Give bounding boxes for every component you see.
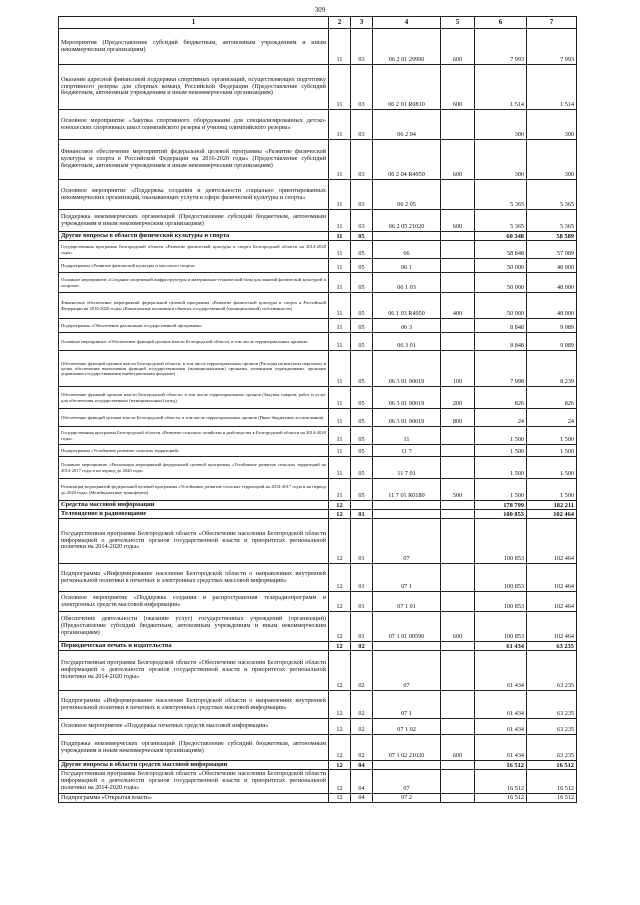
cell-v2: 63 235 bbox=[527, 691, 577, 719]
budget-table bbox=[58, 16, 577, 803]
cell-v2: 48 000 bbox=[527, 293, 577, 319]
cell-v1: 1 500 bbox=[475, 427, 527, 445]
cell-csr: 06 2 05 21020 bbox=[373, 210, 441, 232]
cell-name: Обеспечение функций органов власти Белгородской области, в том числе территориальных органов (Закупка товаров, работ и услуг для обеспечения государственных (муниципальных) нужд) bbox=[59, 387, 329, 409]
cell-v2: 9 089 bbox=[527, 319, 577, 333]
cell-vr bbox=[441, 651, 475, 691]
cell-name: Обеспечение функций органов власти Белгородской области, в том числе территориальных органов (Расходы на выплаты персоналу в целях обеспечения выполнения функций государственными (муниципальными) органами, казенными учреждениями, органами управления государственными внебюджетными фондами) bbox=[59, 351, 329, 387]
cell-v1: 100 853 bbox=[475, 519, 527, 564]
table-row bbox=[59, 180, 577, 210]
cell-vr bbox=[441, 445, 475, 457]
cell-v1: 100 853 bbox=[475, 612, 527, 642]
cell-v2: 1 500 bbox=[527, 479, 577, 501]
cell-pr: 05 bbox=[351, 319, 373, 333]
cell-rz: 12 bbox=[329, 691, 351, 719]
cell-pr: 03 bbox=[351, 210, 373, 232]
table-row bbox=[59, 29, 577, 65]
cell-rz: 11 bbox=[329, 29, 351, 65]
cell-vr bbox=[441, 319, 475, 333]
cell-rz: 11 bbox=[329, 351, 351, 387]
cell-v1: 16 512 bbox=[475, 761, 527, 770]
cell-vr bbox=[441, 592, 475, 612]
cell-csr: 06 bbox=[373, 241, 441, 259]
cell-name: Государственная программа Белгородской области «Развитие сельского хозяйства и рыбоводства в Белгородской области на 2014-2020 годы» bbox=[59, 427, 329, 445]
cell-name: Основное мероприятие «Обеспечение функций органов власти Белгородской области, в том числе территориальных органов» bbox=[59, 333, 329, 351]
cell-v1: 1 514 bbox=[475, 65, 527, 110]
cell-v1: 7 998 bbox=[475, 351, 527, 387]
cell-pr: 01 bbox=[351, 592, 373, 612]
cell-name: Поддержка некоммерческих организаций (Предоставление субсидий бюджетным, автономным учреждениям и иным некоммерческим организациям) bbox=[59, 735, 329, 761]
cell-vr: 600 bbox=[441, 140, 475, 180]
cell-rz: 12 bbox=[329, 510, 351, 519]
cell-v1: 1 500 bbox=[475, 445, 527, 457]
table-row bbox=[59, 333, 577, 351]
cell-v2: 102 464 bbox=[527, 612, 577, 642]
cell-csr: 06 2 04 bbox=[373, 110, 441, 140]
header-col-1: 1 bbox=[59, 17, 329, 29]
cell-rz: 11 bbox=[329, 210, 351, 232]
cell-v1: 100 853 bbox=[475, 510, 527, 519]
table-row bbox=[59, 770, 577, 794]
cell-rz: 11 bbox=[329, 387, 351, 409]
cell-v1: 61 434 bbox=[475, 691, 527, 719]
cell-pr: 05 bbox=[351, 479, 373, 501]
cell-v1: 61 434 bbox=[475, 719, 527, 735]
cell-vr bbox=[441, 241, 475, 259]
cell-pr: 05 bbox=[351, 409, 373, 427]
table-row bbox=[59, 445, 577, 457]
cell-vr bbox=[441, 427, 475, 445]
cell-vr: 600 bbox=[441, 29, 475, 65]
cell-rz: 11 bbox=[329, 180, 351, 210]
cell-csr: 07 1 01 00590 bbox=[373, 612, 441, 642]
cell-pr: 05 bbox=[351, 387, 373, 409]
cell-pr: 05 bbox=[351, 457, 373, 479]
cell-vr: 600 bbox=[441, 735, 475, 761]
cell-vr bbox=[441, 510, 475, 519]
table-row bbox=[59, 761, 577, 770]
cell-v1: 1 500 bbox=[475, 457, 527, 479]
cell-vr: 400 bbox=[441, 293, 475, 319]
header-col-6: 6 bbox=[475, 17, 527, 29]
cell-csr: 06 3 01 90019 bbox=[373, 409, 441, 427]
cell-vr bbox=[441, 519, 475, 564]
cell-pr: 03 bbox=[351, 180, 373, 210]
table-row bbox=[59, 642, 577, 651]
cell-pr: 05 bbox=[351, 293, 373, 319]
cell-name: Финансовое обеспечение мероприятий федеральной целевой программы «Развитие физической культуры и спорта в Российской Федерации на 2016-2020 годы» (Предоставление субсидий бюджетным, автономным учреждениям и иным некоммерческим организациям) bbox=[59, 140, 329, 180]
cell-csr bbox=[373, 501, 441, 510]
cell-name: Финансовое обеспечение мероприятий федеральной целевой программы «Развитие физической культуры и спорта в Российской Федерации на 2016-2020 годы» (Капитальные вложения в объекты государственной (муниципальной) собственности) bbox=[59, 293, 329, 319]
cell-csr: 06 1 bbox=[373, 259, 441, 273]
cell-v2: 8 239 bbox=[527, 351, 577, 387]
cell-csr: 06 3 bbox=[373, 319, 441, 333]
cell-rz: 11 bbox=[329, 319, 351, 333]
cell-v1: 300 bbox=[475, 110, 527, 140]
table-row bbox=[59, 519, 577, 564]
cell-rz: 11 bbox=[329, 140, 351, 180]
table-row bbox=[59, 794, 577, 803]
cell-rz: 11 bbox=[329, 427, 351, 445]
cell-name: Основное мероприятие «Поддержка печатных средств массовой информации» bbox=[59, 719, 329, 735]
cell-v2: 1 500 bbox=[527, 445, 577, 457]
cell-rz: 11 bbox=[329, 293, 351, 319]
page-number: 309 bbox=[314, 6, 326, 14]
cell-v2: 102 464 bbox=[527, 510, 577, 519]
cell-rz: 11 bbox=[329, 479, 351, 501]
cell-csr: 07 2 bbox=[373, 794, 441, 803]
cell-vr bbox=[441, 180, 475, 210]
cell-v1: 16 512 bbox=[475, 794, 527, 803]
cell-pr: 03 bbox=[351, 65, 373, 110]
cell-name: Подпрограмма «Информирование населения Белгородской области о направлениях внутренней региональной политики в печатных и электронных средствах массовой информации» bbox=[59, 564, 329, 592]
cell-v1: 178 799 bbox=[475, 501, 527, 510]
cell-csr: 07 bbox=[373, 519, 441, 564]
cell-pr: 01 bbox=[351, 564, 373, 592]
table-row bbox=[59, 259, 577, 273]
cell-pr: 02 bbox=[351, 735, 373, 761]
cell-rz: 12 bbox=[329, 735, 351, 761]
cell-v2: 826 bbox=[527, 387, 577, 409]
cell-v2: 300 bbox=[527, 140, 577, 180]
cell-rz: 11 bbox=[329, 333, 351, 351]
cell-vr bbox=[441, 259, 475, 273]
cell-csr: 07 bbox=[373, 651, 441, 691]
cell-csr: 07 bbox=[373, 770, 441, 794]
cell-csr: 06 2 05 bbox=[373, 180, 441, 210]
cell-name: Основное мероприятие «Поддержка создания и деятельности социально ориентированных некоммерческих организаций, оказывающих услуги в сфере физической культуры и спорта» bbox=[59, 180, 329, 210]
cell-pr: 04 bbox=[351, 794, 373, 803]
cell-v1: 61 434 bbox=[475, 651, 527, 691]
cell-csr: 06 3 01 90019 bbox=[373, 351, 441, 387]
table-row bbox=[59, 241, 577, 259]
cell-rz: 12 bbox=[329, 794, 351, 803]
cell-name: Подпрограмма «Развитие физической культуры и массового спорта» bbox=[59, 259, 329, 273]
cell-v2: 48 000 bbox=[527, 259, 577, 273]
cell-vr: 600 bbox=[441, 210, 475, 232]
cell-vr bbox=[441, 501, 475, 510]
cell-name: Подпрограмма «Обеспечение реализации государственной программы» bbox=[59, 319, 329, 333]
table-row bbox=[59, 387, 577, 409]
cell-vr: 500 bbox=[441, 479, 475, 501]
cell-pr: 01 bbox=[351, 612, 373, 642]
cell-v1: 826 bbox=[475, 387, 527, 409]
table-row bbox=[59, 479, 577, 501]
cell-rz: 11 bbox=[329, 110, 351, 140]
cell-vr bbox=[441, 794, 475, 803]
header-col-7: 7 bbox=[527, 17, 577, 29]
cell-v1: 8 848 bbox=[475, 319, 527, 333]
header-col-2: 2 bbox=[329, 17, 351, 29]
table-row bbox=[59, 232, 577, 241]
cell-v1: 50 000 bbox=[475, 259, 527, 273]
table-row bbox=[59, 592, 577, 612]
cell-vr bbox=[441, 273, 475, 293]
cell-name: Реализация мероприятий федеральной целевой программы «Устойчивое развитие сельских территорий на 2014-2017 годы и на период до 2020 года» (Межбюджетные трансферты) bbox=[59, 479, 329, 501]
cell-name: Обеспечение деятельности (оказание услуг) государственных учреждений (организаций) (Предоставление субсидий бюджетным, автономным учреждениям и иным некоммерческим организациям) bbox=[59, 612, 329, 642]
cell-rz: 12 bbox=[329, 612, 351, 642]
cell-rz: 12 bbox=[329, 519, 351, 564]
cell-vr bbox=[441, 110, 475, 140]
cell-v1: 58 848 bbox=[475, 241, 527, 259]
table-row bbox=[59, 719, 577, 735]
cell-v2: 5 365 bbox=[527, 210, 577, 232]
cell-pr: 05 bbox=[351, 273, 373, 293]
cell-v1: 5 365 bbox=[475, 180, 527, 210]
cell-rz: 11 bbox=[329, 65, 351, 110]
cell-name: Государственная программа Белгородской области «Обеспечение населения Белгородской области информацией о деятельности органов государственной власти и приоритетах региональной политики на 2014-2020 годы» bbox=[59, 651, 329, 691]
cell-v1: 24 bbox=[475, 409, 527, 427]
cell-pr: 05 bbox=[351, 333, 373, 351]
cell-pr: 05 bbox=[351, 241, 373, 259]
cell-vr bbox=[441, 457, 475, 479]
cell-name: Подпрограмма «Информирование населения Белгородской области о направлениях внутренней региональной политики в печатных и электронных средствах массовой информации» bbox=[59, 691, 329, 719]
table-row bbox=[59, 210, 577, 232]
cell-name: Оказание адресной финансовой поддержки спортивных организаций, осуществляющих подготовку спортивного резерва для сборных команд Российской Федерации (Предоставление субсидий бюджетным, автономным учреждениям и иным некоммерческим организациям) bbox=[59, 65, 329, 110]
cell-name: Государственная программа Белгородской области «Развитие физической культуры и спорта Белгородской области на 2014-2020 годы» bbox=[59, 241, 329, 259]
cell-vr bbox=[441, 719, 475, 735]
cell-v2: 102 464 bbox=[527, 564, 577, 592]
table-body bbox=[59, 29, 577, 803]
cell-vr bbox=[441, 333, 475, 351]
table-row bbox=[59, 501, 577, 510]
cell-v2: 16 512 bbox=[527, 770, 577, 794]
cell-v2: 5 365 bbox=[527, 180, 577, 210]
cell-name: Поддержка некоммерческих организаций (Предоставление субсидий бюджетным, автономным учреждениям и иным некоммерческим организациям) bbox=[59, 210, 329, 232]
table-row bbox=[59, 510, 577, 519]
cell-name: Основное мероприятие «Закупка спортивного оборудования для специализированных детско-юношеских спортивных школ олимпийского резерва и училищ олимпийского резерва» bbox=[59, 110, 329, 140]
cell-v1: 5 365 bbox=[475, 210, 527, 232]
cell-v2: 9 089 bbox=[527, 333, 577, 351]
cell-vr bbox=[441, 642, 475, 651]
cell-v2: 1 514 bbox=[527, 65, 577, 110]
cell-rz: 11 bbox=[329, 259, 351, 273]
cell-vr: 200 bbox=[441, 387, 475, 409]
cell-name: Другие вопросы в области средств массовой информации bbox=[59, 761, 329, 770]
header-col-4: 4 bbox=[373, 17, 441, 29]
cell-rz: 12 bbox=[329, 770, 351, 794]
cell-v2: 1 500 bbox=[527, 427, 577, 445]
cell-csr: 07 1 02 21020 bbox=[373, 735, 441, 761]
table-row bbox=[59, 735, 577, 761]
cell-pr: 02 bbox=[351, 691, 373, 719]
cell-rz: 11 bbox=[329, 409, 351, 427]
cell-csr: 11 7 01 R0180 bbox=[373, 479, 441, 501]
cell-name: Мероприятия (Предоставление субсидий бюджетным, автономным учреждениям и иным некоммерческим организациям) bbox=[59, 29, 329, 65]
cell-v2: 63 235 bbox=[527, 719, 577, 735]
cell-v1: 7 993 bbox=[475, 29, 527, 65]
table-row bbox=[59, 351, 577, 387]
cell-csr bbox=[373, 232, 441, 241]
cell-csr: 07 1 01 bbox=[373, 592, 441, 612]
cell-vr bbox=[441, 770, 475, 794]
table-row bbox=[59, 110, 577, 140]
header-col-3: 3 bbox=[351, 17, 373, 29]
cell-pr: 05 bbox=[351, 259, 373, 273]
cell-rz: 11 bbox=[329, 445, 351, 457]
cell-pr: 04 bbox=[351, 761, 373, 770]
table-row bbox=[59, 457, 577, 479]
cell-vr: 600 bbox=[441, 612, 475, 642]
cell-v2: 300 bbox=[527, 110, 577, 140]
cell-name: Другие вопросы в области физической культуры и спорта bbox=[59, 232, 329, 241]
cell-v2: 63 235 bbox=[527, 651, 577, 691]
cell-rz: 12 bbox=[329, 761, 351, 770]
cell-rz: 11 bbox=[329, 457, 351, 479]
table-row bbox=[59, 65, 577, 110]
cell-csr: 06 2 04 R4950 bbox=[373, 140, 441, 180]
table-row bbox=[59, 140, 577, 180]
cell-rz: 12 bbox=[329, 592, 351, 612]
cell-pr: 03 bbox=[351, 110, 373, 140]
cell-name: Государственная программа Белгородской области «Обеспечение населения Белгородской области информацией о деятельности органов государственной власти и приоритетах региональной политики на 2014-2020 годы» bbox=[59, 519, 329, 564]
cell-pr: 03 bbox=[351, 140, 373, 180]
cell-v2: 63 235 bbox=[527, 735, 577, 761]
cell-name: Основное мероприятие «Создание спортивной инфраструктуры и материально-технической базы для занятий физической культурой и спортом» bbox=[59, 273, 329, 293]
cell-v1: 100 853 bbox=[475, 592, 527, 612]
cell-csr: 07 1 02 bbox=[373, 719, 441, 735]
cell-v2: 63 235 bbox=[527, 642, 577, 651]
cell-vr: 800 bbox=[441, 409, 475, 427]
cell-v1: 100 853 bbox=[475, 564, 527, 592]
cell-pr bbox=[351, 501, 373, 510]
table-row bbox=[59, 564, 577, 592]
cell-v2: 57 089 bbox=[527, 241, 577, 259]
cell-v1: 1 500 bbox=[475, 479, 527, 501]
table-row bbox=[59, 293, 577, 319]
cell-pr: 04 bbox=[351, 770, 373, 794]
cell-vr bbox=[441, 761, 475, 770]
cell-v2: 48 000 bbox=[527, 273, 577, 293]
cell-name: Периодическая печать и издательства bbox=[59, 642, 329, 651]
cell-vr bbox=[441, 564, 475, 592]
cell-v2: 24 bbox=[527, 409, 577, 427]
cell-csr: 11 7 bbox=[373, 445, 441, 457]
cell-v2: 102 464 bbox=[527, 519, 577, 564]
cell-v2: 16 512 bbox=[527, 794, 577, 803]
cell-name: Обеспечение функций органов власти Белгородской области, в том числе территориальных органов (Иные бюджетные ассигнования) bbox=[59, 409, 329, 427]
table-row bbox=[59, 427, 577, 445]
cell-pr: 02 bbox=[351, 651, 373, 691]
cell-pr: 05 bbox=[351, 351, 373, 387]
cell-csr: 06 2 01 R0810 bbox=[373, 65, 441, 110]
cell-pr: 02 bbox=[351, 642, 373, 651]
cell-pr: 01 bbox=[351, 519, 373, 564]
cell-csr: 06 1 03 R4950 bbox=[373, 293, 441, 319]
cell-rz: 11 bbox=[329, 232, 351, 241]
cell-vr bbox=[441, 691, 475, 719]
cell-v1: 50 000 bbox=[475, 293, 527, 319]
cell-pr: 03 bbox=[351, 29, 373, 65]
cell-v1: 50 000 bbox=[475, 273, 527, 293]
cell-pr: 05 bbox=[351, 445, 373, 457]
cell-v2: 182 211 bbox=[527, 501, 577, 510]
cell-v2: 1 500 bbox=[527, 457, 577, 479]
cell-v1: 60 348 bbox=[475, 232, 527, 241]
cell-name: Телевидение и радиовещание bbox=[59, 510, 329, 519]
cell-csr: 06 2 01 29990 bbox=[373, 29, 441, 65]
cell-csr bbox=[373, 642, 441, 651]
cell-v1: 300 bbox=[475, 140, 527, 180]
cell-name: Подпрограмма «Устойчивое развитие сельских территорий» bbox=[59, 445, 329, 457]
cell-v2: 102 464 bbox=[527, 592, 577, 612]
cell-csr: 06 1 03 bbox=[373, 273, 441, 293]
table-row bbox=[59, 612, 577, 642]
cell-csr bbox=[373, 510, 441, 519]
cell-v1: 8 848 bbox=[475, 333, 527, 351]
cell-v2: 58 589 bbox=[527, 232, 577, 241]
cell-csr bbox=[373, 761, 441, 770]
cell-pr: 05 bbox=[351, 427, 373, 445]
table-row bbox=[59, 319, 577, 333]
cell-name: Подпрограмма «Открытая власть» bbox=[59, 794, 329, 803]
cell-pr: 05 bbox=[351, 232, 373, 241]
cell-name: Государственная программа Белгородской области «Обеспечение населения Белгородской области информацией о деятельности органов государственной власти и приоритетах региональной политики на 2014-2020 годы» bbox=[59, 770, 329, 794]
table-row bbox=[59, 409, 577, 427]
cell-csr: 07 1 bbox=[373, 691, 441, 719]
header-col-5: 5 bbox=[441, 17, 475, 29]
cell-rz: 12 bbox=[329, 719, 351, 735]
cell-csr: 11 7 01 bbox=[373, 457, 441, 479]
table-row bbox=[59, 273, 577, 293]
cell-v1: 16 512 bbox=[475, 770, 527, 794]
cell-name: Основное мероприятие «Реализация мероприятий федеральной целевой программы «Устойчивое развитие сельских территорий на 2014-2017 годы и на период до 2020 года» bbox=[59, 457, 329, 479]
cell-csr: 06 3 01 90019 bbox=[373, 387, 441, 409]
cell-rz: 12 bbox=[329, 651, 351, 691]
cell-csr: 06 3 01 bbox=[373, 333, 441, 351]
cell-v2: 7 993 bbox=[527, 29, 577, 65]
cell-name: Основное мероприятие «Поддержка создания и распространения телерадиопрограмм и электронных средств массовой информации» bbox=[59, 592, 329, 612]
table-row bbox=[59, 691, 577, 719]
cell-csr: 07 1 bbox=[373, 564, 441, 592]
cell-v2: 16 512 bbox=[527, 761, 577, 770]
cell-pr: 01 bbox=[351, 510, 373, 519]
header-row bbox=[59, 17, 577, 29]
cell-vr: 600 bbox=[441, 65, 475, 110]
table-row bbox=[59, 651, 577, 691]
cell-rz: 11 bbox=[329, 241, 351, 259]
cell-pr: 02 bbox=[351, 719, 373, 735]
cell-v1: 61 434 bbox=[475, 735, 527, 761]
cell-csr: 11 bbox=[373, 427, 441, 445]
cell-vr: 100 bbox=[441, 351, 475, 387]
cell-rz: 12 bbox=[329, 564, 351, 592]
cell-v1: 61 434 bbox=[475, 642, 527, 651]
cell-rz: 11 bbox=[329, 273, 351, 293]
cell-rz: 12 bbox=[329, 642, 351, 651]
cell-name: Средства массовой информации bbox=[59, 501, 329, 510]
cell-rz: 12 bbox=[329, 501, 351, 510]
cell-vr bbox=[441, 232, 475, 241]
